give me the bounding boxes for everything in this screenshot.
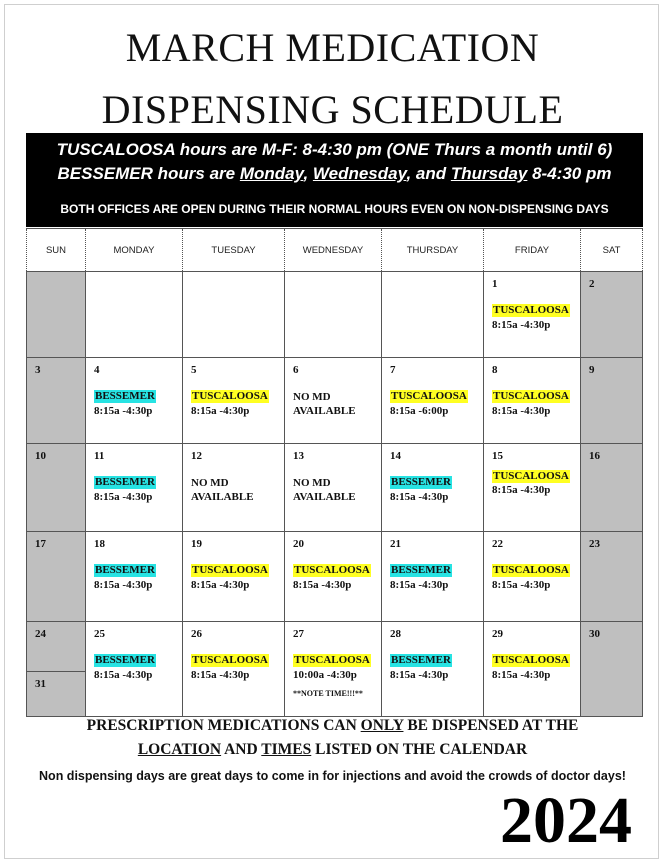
day-number: 25 [94,628,105,640]
dispensing-time: 8:15a -4:30p [492,319,551,331]
day-cell [382,358,484,444]
empty-day-cell [86,272,183,358]
day-number: 6 [293,364,299,376]
day-cell [86,444,183,532]
dispensing-time: 8:15a -4:30p [492,405,551,417]
day-cell [27,444,86,532]
day-number: 28 [390,628,401,640]
day-cell [581,532,643,622]
tuscaloosa-badge: TUSCALOOSA [192,390,268,402]
footer-line2 [0,740,665,760]
day-number: 22 [492,538,503,550]
tuscaloosa-badge: TUSCALOOSA [493,564,569,576]
page-title-line2: DISPENSING SCHEDULE [101,87,564,132]
day-cell-split [27,622,86,717]
bessemer-badge: BESSEMER [391,476,451,488]
footer-line2-b: LISTED ON THE CALENDAR [311,741,528,758]
day-cell [183,444,285,532]
day-cell [382,532,484,622]
tuscaloosa-badge: TUSCALOOSA [294,654,370,666]
weekday-header: THURSDAY [382,229,484,272]
day-number: 5 [191,364,197,376]
dispensing-time: 8:15a -4:30p [94,405,153,417]
bessemer-badge: BESSEMER [95,654,155,666]
day-number: 30 [589,628,600,640]
dispensing-time: 8:15a -4:30p [94,669,153,681]
day-number: 14 [390,450,401,462]
tuscaloosa-badge: TUSCALOOSA [192,564,268,576]
day-number: 16 [589,450,600,462]
day-number: 31 [35,678,46,690]
day-number: 29 [492,628,503,640]
day-cell [285,622,382,717]
day-number: 2 [589,278,595,290]
empty-day-cell [27,272,86,358]
weekday-header: WEDNESDAY [285,229,382,272]
tuscaloosa-badge: TUSCALOOSA [391,390,467,402]
day-number: 4 [94,364,100,376]
day-cell [27,532,86,622]
footer-location: LOCATION [137,741,222,758]
page-title-line1: MARCH MEDICATION [125,25,540,70]
day-cell [484,444,581,532]
day-cell [581,358,643,444]
day-number: 26 [191,628,202,640]
day-cell [484,622,581,717]
week-row [27,272,643,358]
day-cell [484,358,581,444]
time-note: **NOTE TIME!!!** [293,689,363,698]
dispensing-time: 8:15a -4:30p [94,579,153,591]
no-md-notice [191,476,254,504]
day-cell [484,272,581,358]
empty-day-cell [183,272,285,358]
weekday-header-row [27,229,643,272]
weekday-header: TUESDAY [183,229,285,272]
day-number: 12 [191,450,202,462]
day-cell [86,622,183,717]
dispensing-time: 8:15a -6:00p [390,405,449,417]
tuscaloosa-badge: TUSCALOOSA [493,304,569,316]
day-number: 8 [492,364,498,376]
dispensing-time: 8:15a -4:30p [191,405,250,417]
bessemer-badge: BESSEMER [95,564,155,576]
day-cell [183,622,285,717]
day-number: 10 [35,450,46,462]
bessemer-sep1: , [303,164,313,183]
tuscaloosa-hours: TUSCALOOSA hours are M-F: 8-4:30 pm (ONE Thurs a month until 6) [56,140,613,159]
day-cell [183,532,285,622]
day-number: 17 [35,538,46,550]
dispensing-time: 8:15a -4:30p [293,579,352,591]
footer-only: ONLY [360,717,404,734]
bessemer-hours-lead: BESSEMER hours are [57,164,240,183]
footer-line1-b: BE DISPENSED AT THE [403,717,579,734]
dispensing-time: 8:15a -4:30p [390,491,449,503]
no-md-line1: NO MD [293,477,331,489]
week-row [27,532,643,622]
dispensing-time: 8:15a -4:30p [492,579,551,591]
tuscaloosa-badge: TUSCALOOSA [493,390,569,402]
tuscaloosa-badge: TUSCALOOSA [493,470,569,482]
dispensing-time: 8:15a -4:30p [94,491,153,503]
footer-and: AND [221,741,262,758]
footer-line1 [0,716,665,736]
no-md-line1: NO MD [191,477,229,489]
bessemer-wednesday: Wednesday [312,164,407,183]
day-cell [581,622,643,717]
bessemer-hours-tail: 8-4:30 pm [527,164,612,183]
day-cell [86,532,183,622]
bessemer-badge: BESSEMER [391,564,451,576]
empty-day-cell [285,272,382,358]
week-row [27,444,643,532]
bessemer-thursday: Thursday [450,164,528,183]
dispensing-time: 8:15a -4:30p [191,669,250,681]
day-number: 19 [191,538,202,550]
no-md-notice [293,476,356,504]
bessemer-badge: BESSEMER [95,390,155,402]
no-md-line2: AVAILABLE [293,405,356,417]
offices-open-notice: BOTH OFFICES ARE OPEN DURING THEIR NORMAL HOURS EVEN ON NON-DISPENSING DAYS [60,202,609,216]
day-number: 27 [293,628,304,640]
bessemer-monday: Monday [239,164,304,183]
day-cell [27,358,86,444]
tuscaloosa-badge: TUSCALOOSA [493,654,569,666]
day-number: 1 [492,278,498,290]
day-cell [581,444,643,532]
week-row [27,358,643,444]
footer-line1-a: PRESCRIPTION MEDICATIONS CAN [86,717,361,734]
dispensing-time: 8:15a -4:30p [390,669,449,681]
bessemer-badge: BESSEMER [391,654,451,666]
day-number: 24 [35,628,46,640]
no-md-line1: NO MD [293,391,331,403]
day-number: 13 [293,450,304,462]
weekday-header: SUN [27,229,86,272]
bessemer-sep2: , and [406,164,451,183]
no-md-line2: AVAILABLE [293,491,356,503]
day-cell [285,444,382,532]
empty-day-cell [382,272,484,358]
day-cell [581,272,643,358]
dispensing-time: 8:15a -4:30p [191,579,250,591]
tuscaloosa-badge: TUSCALOOSA [192,654,268,666]
footer-injection-note: Non dispensing days are great days to come in for injections and avoid the crowds of doctor days! [39,769,626,783]
day-number: 15 [492,450,503,462]
weekday-header: MONDAY [86,229,183,272]
weekday-header: FRIDAY [484,229,581,272]
day-cell [484,532,581,622]
hours-banner [26,133,643,227]
split-divider [27,671,85,672]
dispensing-time: 8:15a -4:30p [492,669,551,681]
day-cell [86,358,183,444]
day-number: 11 [94,450,105,462]
weekday-header: SAT [581,229,643,272]
day-number: 21 [390,538,401,550]
week-row [27,622,643,717]
footer-times: TIMES [261,741,312,758]
tuscaloosa-badge: TUSCALOOSA [294,564,370,576]
day-cell [183,358,285,444]
day-number: 9 [589,364,595,376]
bessemer-hours [26,163,643,185]
day-cell [382,444,484,532]
no-md-notice [293,390,356,418]
dispensing-time: 8:15a -4:30p [492,484,551,496]
dispensing-time: 8:15a -4:30p [390,579,449,591]
calendar-grid [26,228,643,717]
bessemer-badge: BESSEMER [95,476,155,488]
day-cell [382,622,484,717]
day-number: 7 [390,364,396,376]
day-cell [285,532,382,622]
day-number: 20 [293,538,304,550]
day-number: 3 [35,364,41,376]
day-number: 18 [94,538,105,550]
year-label: 2024 [500,784,632,857]
day-cell [285,358,382,444]
day-number: 23 [589,538,600,550]
no-md-line2: AVAILABLE [191,491,254,503]
dispensing-time: 10:00a -4:30p [293,669,357,681]
